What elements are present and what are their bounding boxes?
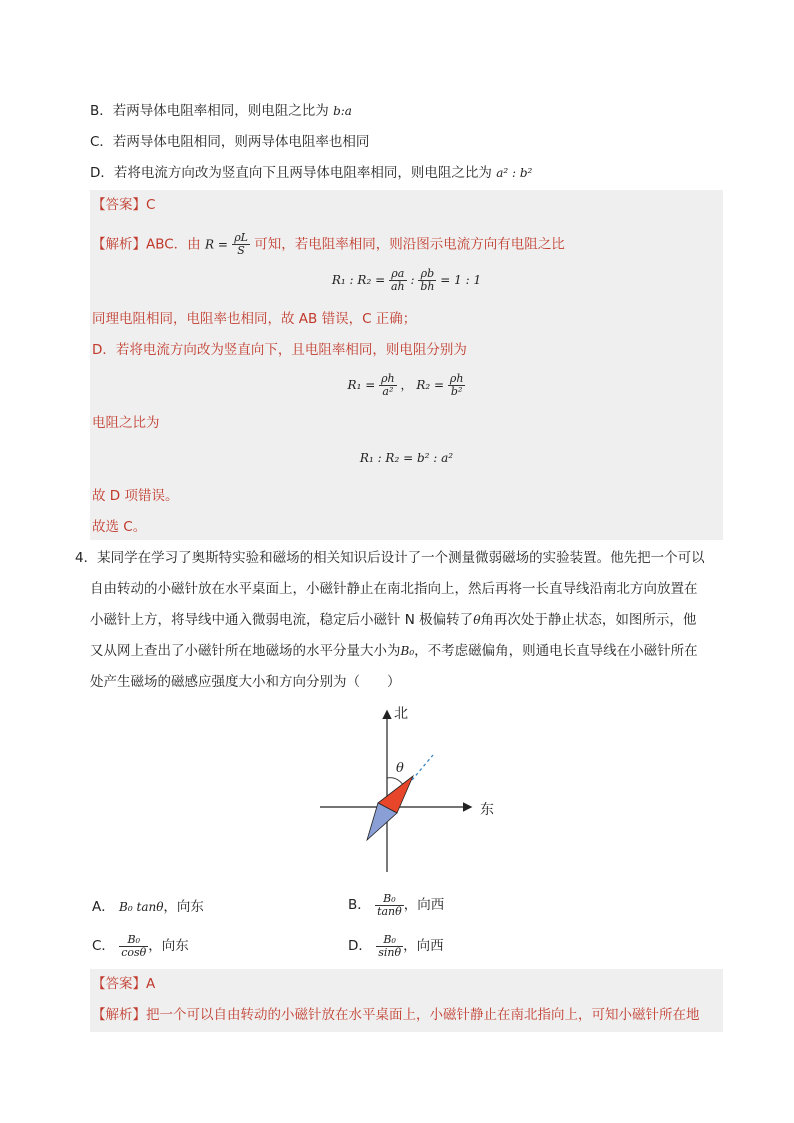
eq1-f2-num: ρb xyxy=(418,268,436,281)
analysis-q3-line3: D．若将电流方向改为竖直向下，且电阻率相同，则电阻分别为 xyxy=(92,342,467,358)
question-4-line1 xyxy=(75,549,705,567)
equation-2 xyxy=(90,373,723,398)
q4-b0: B₀ xyxy=(400,644,415,658)
q4-line4-pre: 又从网上查出了小磁针所在地磁场的水平分量大小为 xyxy=(90,643,401,659)
option-d-math: a² : b² xyxy=(496,166,533,180)
analysis-label: 【解析】 xyxy=(92,236,146,253)
option-c-frac xyxy=(119,934,148,959)
option-d-num: B₀ xyxy=(376,934,403,947)
option-c-den: cosθ xyxy=(121,945,147,959)
eq2-f1-num: ρh xyxy=(381,372,395,385)
analysis-q3-line4: 电阻之比为 xyxy=(92,415,160,431)
analysis-q3-line2: 同理电阻相同，电阻率也相同，故 AB 错误，C 正确； xyxy=(92,311,417,327)
option-b-num: B₀ xyxy=(375,893,404,906)
option-c-prev: C．若两导体电阻相同，则两导体电阻率也相同 xyxy=(90,134,370,150)
option-c-dir: ，向东 xyxy=(148,938,189,954)
option-c-num: B₀ xyxy=(119,934,148,947)
eq1-right: = 1 : 1 xyxy=(440,273,482,287)
answer-q4 xyxy=(92,975,155,993)
eq1-f2-den: bh xyxy=(420,280,435,293)
eq2-frac2 xyxy=(448,373,466,398)
question-4-line2: 自由转动的小磁针放在水平桌面上，小磁针静止在南北指向上，然后再将一长直导线沿南北方向放置在 xyxy=(90,581,698,597)
eq2-r1: R₁ = xyxy=(347,378,376,392)
formula-den: S xyxy=(237,244,245,257)
question-4-line5: 处产生磁场的磁感应强度大小和方向分别为（ ） xyxy=(90,674,401,690)
analysis-q3-line5: 故 D 项错误。 xyxy=(92,488,179,504)
question-4-line4 xyxy=(90,642,698,660)
formula-num: ρL xyxy=(234,231,248,244)
eq2-f2-num: ρh xyxy=(449,372,464,385)
eq2-frac1 xyxy=(379,373,397,398)
eq2-f2-den: b² xyxy=(450,385,463,398)
theta-label: θ xyxy=(396,761,404,776)
analysis-q3-line1 xyxy=(92,232,565,257)
q4-option-a xyxy=(92,898,204,916)
analysis-q4-text: 把一个可以自由转动的小磁针放在水平桌面上，小磁针静止在南北指向上，可知小磁针所在地 xyxy=(146,1007,700,1023)
q4-option-c xyxy=(92,931,189,961)
analysis-text: ABC．由 xyxy=(146,236,201,253)
analysis-text-post: 可知，若电阻率相同，则沿图示电流方向有电阻之比 xyxy=(254,236,565,253)
option-a-math: B₀ tanθ xyxy=(119,900,164,914)
eq1-f1-den: ah xyxy=(390,280,405,293)
option-a-dir: ，向东 xyxy=(163,899,204,915)
eq1-frac2 xyxy=(418,268,436,293)
q4-line3-post: 角再次处于静止状态，如图所示，他 xyxy=(480,612,697,628)
answer-q3 xyxy=(92,196,155,214)
analysis-q4 xyxy=(92,1006,700,1024)
option-b-text: B．若两导体电阻率相同，则电阻之比为 xyxy=(90,103,329,119)
q4-line3-pre: 小磁针上方，将导线中通入微弱电流，稳定后小磁针 N 极偏转了 xyxy=(90,612,474,628)
q4-option-d xyxy=(348,931,444,961)
eq1-sep: : xyxy=(410,273,415,287)
option-b-label: B． xyxy=(348,897,371,913)
option-b-den: tanθ xyxy=(377,904,402,918)
answer-value: C xyxy=(146,197,156,213)
question-text: 某同学在学习了奥斯特实验和磁场的相关知识后设计了一个测量微弱磁场的实验装置。他先把一个可以 xyxy=(97,550,705,566)
eq1-left: R₁ : R₂ = xyxy=(331,273,386,287)
eq2-sep: ， xyxy=(400,378,413,392)
equation-3: R₁ : R₂ = b² : a² xyxy=(359,451,454,465)
option-b-dir: ，向西 xyxy=(403,897,445,913)
option-d-prev xyxy=(90,164,532,182)
option-d-frac xyxy=(376,934,403,959)
north-label: 北 xyxy=(394,706,408,722)
option-b-math: b:a xyxy=(333,104,352,118)
needle-dashed-line xyxy=(412,755,433,780)
option-c-label: C． xyxy=(92,938,115,954)
eq2-r2: R₂ = xyxy=(416,378,445,392)
formula-fraction xyxy=(232,232,250,257)
option-b-frac xyxy=(375,893,404,918)
equation-1 xyxy=(90,268,723,293)
analysis-q3-line6: 故选 C。 xyxy=(92,519,147,535)
compass-figure xyxy=(300,700,520,880)
formula-r: R = xyxy=(204,237,228,252)
option-b-prev xyxy=(90,102,352,120)
analysis-q4-label: 【解析】 xyxy=(92,1007,146,1023)
q4-line4-post: ，不考虑磁偏角，则通电长直导线在小磁针所在 xyxy=(414,643,698,659)
option-d-dir: ，向西 xyxy=(403,938,444,954)
option-d-text: D．若将电流方向改为竖直向下且两导体电阻率相同，则电阻之比为 xyxy=(90,165,492,181)
answer-label: 【答案】 xyxy=(92,197,146,213)
eq2-f1-den: a² xyxy=(382,385,394,398)
q4-option-b xyxy=(348,890,444,920)
eq1-f1-num: ρa xyxy=(389,268,407,281)
question-number: 4． xyxy=(75,550,98,566)
answer-q4-value: A xyxy=(146,976,156,992)
eq1-frac1 xyxy=(389,268,407,293)
question-4-line3 xyxy=(90,611,696,629)
option-a-label: A． xyxy=(92,899,115,915)
answer-q4-label: 【答案】 xyxy=(92,976,146,992)
q4-theta: θ xyxy=(473,613,481,627)
option-d-label: D． xyxy=(348,938,372,954)
east-label: 东 xyxy=(480,802,494,818)
option-d-den: sinθ xyxy=(378,945,402,959)
